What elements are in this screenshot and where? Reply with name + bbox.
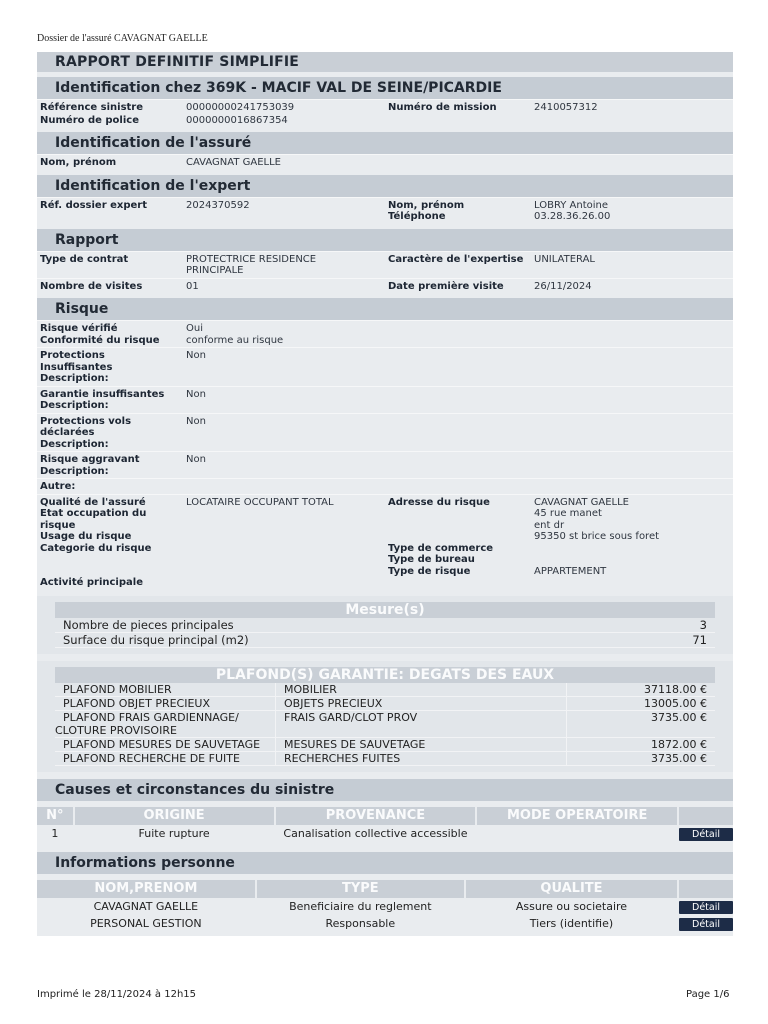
- plafond-label: PLAFOND OBJET PRECIEUX: [55, 696, 276, 710]
- header-numero: N°: [37, 807, 74, 825]
- value-risque-verifie-group: [186, 323, 388, 346]
- label-protections-group: [40, 350, 186, 385]
- value-adresse-line: 45 rue manet: [534, 508, 602, 519]
- label-nombre-visites: Nombre de visites: [40, 280, 143, 292]
- label-risque-verifie: Risque vérifié: [40, 323, 118, 334]
- label-conformite: Conformité du risque: [40, 334, 160, 346]
- table-row: [55, 696, 715, 710]
- plafond-amount: 3735.00 €: [567, 710, 716, 737]
- row-risque-verifie: [37, 320, 733, 347]
- section-personnes: Informations personne: [37, 852, 733, 874]
- label-numero-mission: Numéro de mission: [388, 102, 497, 113]
- value-expert-contact: [534, 200, 733, 223]
- label-description: Description:: [40, 373, 109, 384]
- mesure-label: Surface du risque principal (m2): [55, 632, 628, 647]
- plafonds-table: [55, 683, 715, 766]
- label-aggravant-group: [40, 454, 186, 477]
- label-usage: Usage du risque: [40, 531, 132, 542]
- value-risque-verifie: Oui: [186, 323, 203, 334]
- label-reference-sinistre: Référence sinistre: [40, 102, 144, 113]
- label-adresse: Adresse du risque: [388, 496, 490, 508]
- section-causes: Causes et circonstances du sinistre: [37, 779, 733, 801]
- label-vols-2: déclarées: [40, 427, 95, 438]
- value-date-visite: 26/11/2024: [534, 280, 592, 292]
- label-type-contrat: Type de contrat: [40, 253, 129, 265]
- cause-mode: [476, 825, 678, 842]
- detail-button[interactable]: Détail: [679, 918, 733, 931]
- report-title: RAPPORT DEFINITIF SIMPLIFIE: [37, 52, 733, 72]
- personne-action-cell: [678, 898, 733, 915]
- plafonds-panel: [37, 661, 733, 772]
- section-risque: Risque: [37, 298, 733, 320]
- value-reference-sinistre: 00000000241753039: [186, 102, 295, 113]
- table-header-row: [37, 807, 733, 825]
- label-protections-2: Insuffisantes: [40, 361, 113, 373]
- cause-origine: Fuite rupture: [74, 825, 275, 842]
- label-garantie: Garantie insuffisantes: [40, 388, 165, 400]
- table-row: [55, 683, 715, 697]
- report-body: [37, 52, 733, 936]
- plafond-type: MESURES DE SAUVETAGE: [276, 737, 567, 751]
- section-identification-assure: Identification de l'assuré: [37, 132, 733, 154]
- row-protections: [37, 347, 733, 386]
- label-date-visite: Date première visite: [388, 280, 504, 292]
- plafond-type: FRAIS GARD/CLOT PROV: [276, 710, 567, 737]
- mesures-table: [55, 618, 715, 648]
- row-type-contrat: [37, 251, 733, 278]
- label-qualite: Qualité de l'assuré: [40, 496, 146, 508]
- causes-table: [37, 807, 733, 842]
- mesures-panel: [37, 596, 733, 654]
- value-adresse-line: 95350 st brice sous foret: [534, 531, 660, 542]
- table-row: [55, 710, 715, 737]
- table-row: [37, 825, 733, 842]
- value-type-risque: APPARTEMENT: [534, 565, 607, 577]
- label-aggravant: Risque aggravant: [40, 454, 140, 465]
- value-nom-expert: LOBRY Antoine: [534, 199, 609, 211]
- row-qualite-adresse: [37, 494, 733, 590]
- table-row: [37, 898, 733, 915]
- plafond-type: RECHERCHES FUITES: [276, 751, 567, 765]
- table-header-row: [37, 880, 733, 898]
- label-type-risque: Type de risque: [388, 565, 471, 577]
- plafonds-title: PLAFOND(S) GARANTIE: DEGATS DES EAUX: [55, 667, 715, 683]
- table-row: [55, 751, 715, 765]
- personne-qualite: Tiers (identifie): [465, 915, 678, 932]
- label-numero-police: Numéro de police: [40, 114, 139, 126]
- row-expert: [37, 197, 733, 224]
- value-protections: Non: [186, 350, 206, 361]
- label-vols-1: Protections vols: [40, 415, 132, 427]
- cause-action-cell: [678, 825, 733, 842]
- value-caractere-expertise: UNILATERAL: [534, 253, 595, 265]
- table-row: [55, 618, 715, 633]
- label-categorie: Categorie du risque: [40, 542, 152, 554]
- section-identification-expert: Identification de l'expert: [37, 175, 733, 197]
- label-etat-2: risque: [40, 519, 76, 531]
- value-garantie: Non: [186, 388, 206, 400]
- plafond-label-group: [55, 710, 276, 737]
- label-risque-verifie-group: [40, 323, 186, 346]
- value-telephone: 03.28.36.26.00: [534, 211, 611, 222]
- row-nom-assure: [37, 154, 733, 170]
- value-nombre-visites: 01: [186, 280, 199, 292]
- plafond-label: PLAFOND RECHERCHE DE FUITE: [55, 751, 276, 765]
- row-numero-police: [37, 115, 733, 128]
- label-description: Description:: [40, 438, 109, 450]
- label-description: Description:: [40, 465, 109, 477]
- value-type-contrat-line1: PROTECTRICE RESIDENCE: [186, 253, 317, 265]
- personne-nom: CAVAGNAT GAELLE: [37, 898, 256, 915]
- row-garantie: [37, 386, 733, 413]
- header-nom-prenom: NOM,PRENOM: [37, 880, 256, 898]
- mesure-label: Nombre de pieces principales: [55, 618, 628, 633]
- plafond-label: PLAFOND FRAIS GARDIENNAGE/: [63, 710, 239, 724]
- label-ref-dossier-expert: Réf. dossier expert: [40, 199, 148, 211]
- mesure-value: 71: [628, 632, 715, 647]
- plafond-label: PLAFOND MESURES DE SAUVETAGE: [55, 737, 276, 751]
- table-row: [37, 915, 733, 932]
- value-numero-police: 0000000016867354: [186, 114, 288, 126]
- label-etat-1: Etat occupation du: [40, 508, 147, 519]
- value-conformite: conforme au risque: [186, 334, 284, 346]
- value-qualite: LOCATAIRE OCCUPANT TOTAL: [186, 496, 334, 508]
- label-autre: Autre:: [40, 481, 76, 492]
- value-type-contrat: [186, 254, 388, 277]
- plafond-amount: 3735.00 €: [567, 751, 716, 765]
- label-vols-group: [40, 416, 186, 451]
- cause-numero: 1: [37, 825, 74, 842]
- row-protections-vols: [37, 413, 733, 452]
- label-caractere-expertise: Caractère de l'expertise: [388, 253, 524, 265]
- label-nom-assure: Nom, prénom: [40, 157, 117, 168]
- row-autre: [37, 478, 733, 494]
- header-mode-operatoire: MODE OPERATOIRE: [476, 807, 678, 825]
- footer-printed-date: Imprimé le 28/11/2024 à 12h15: [37, 989, 197, 1000]
- value-type-contrat-line2: PRINCIPALE: [186, 265, 244, 276]
- value-numero-mission: 2410057312: [534, 102, 598, 113]
- label-garantie-group: [40, 389, 186, 412]
- plafond-type: MOBILIER: [276, 683, 567, 697]
- plafond-amount: 37118.00 €: [567, 683, 716, 697]
- footer-page-number: Page 1/6: [686, 989, 730, 1000]
- row-visites: [37, 278, 733, 294]
- row-aggravant: [37, 451, 733, 478]
- plafond-label-continued: CLOTURE PROVISOIRE: [55, 723, 177, 737]
- mesures-title: Mesure(s): [55, 602, 715, 618]
- detail-button[interactable]: Détail: [679, 901, 733, 914]
- value-adresse-group: [534, 497, 733, 589]
- row-reference-sinistre: [37, 99, 733, 115]
- header-qualite: QUALITE: [465, 880, 678, 898]
- label-type-commerce: Type de commerce: [388, 542, 494, 554]
- value-ref-dossier-expert: 2024370592: [186, 199, 250, 211]
- value-aggravant: Non: [186, 454, 206, 465]
- page-header: Dossier de l'assuré CAVAGNAT GAELLE: [37, 33, 208, 44]
- personne-nom: PERSONAL GESTION: [37, 915, 256, 932]
- label-telephone: Téléphone: [388, 211, 446, 222]
- label-nom-expert: [388, 200, 534, 223]
- value-vols: Non: [186, 415, 206, 427]
- label-qualite-group: [40, 497, 186, 589]
- personne-type: Responsable: [256, 915, 465, 932]
- detail-button[interactable]: Détail: [679, 828, 733, 841]
- value-adresse-line: CAVAGNAT GAELLE: [534, 496, 629, 508]
- table-row: [55, 632, 715, 647]
- mesure-value: 3: [628, 618, 715, 633]
- value-nom-assure: CAVAGNAT GAELLE: [186, 157, 281, 168]
- header-action: [678, 880, 733, 898]
- table-row: [55, 737, 715, 751]
- label-activite: Activité principale: [40, 577, 143, 588]
- plafond-label: PLAFOND MOBILIER: [55, 683, 276, 697]
- header-origine: ORIGINE: [74, 807, 275, 825]
- label-type-bureau: Type de bureau: [388, 554, 475, 565]
- personne-type: Beneficiaire du reglement: [256, 898, 465, 915]
- personne-action-cell: [678, 915, 733, 932]
- label-nom-expert-text: Nom, prénom: [388, 199, 465, 211]
- value-adresse-line: ent dr: [534, 519, 565, 531]
- personne-qualite: Assure ou societaire: [465, 898, 678, 915]
- header-action: [678, 807, 733, 825]
- label-description: Description:: [40, 400, 109, 411]
- cause-provenance: Canalisation collective accessible: [275, 825, 477, 842]
- personnes-table: [37, 880, 733, 932]
- label-adresse-group: [388, 497, 534, 589]
- plafond-type: OBJETS PRECIEUX: [276, 696, 567, 710]
- plafond-amount: 1872.00 €: [567, 737, 716, 751]
- plafond-amount: 13005.00 €: [567, 696, 716, 710]
- header-provenance: PROVENANCE: [275, 807, 477, 825]
- section-rapport: Rapport: [37, 229, 733, 251]
- header-type: TYPE: [256, 880, 465, 898]
- label-protections-1: Protections: [40, 350, 105, 361]
- section-identification-compagnie: Identification chez 369K - MACIF VAL DE SEINE/PICARDIE: [37, 77, 733, 99]
